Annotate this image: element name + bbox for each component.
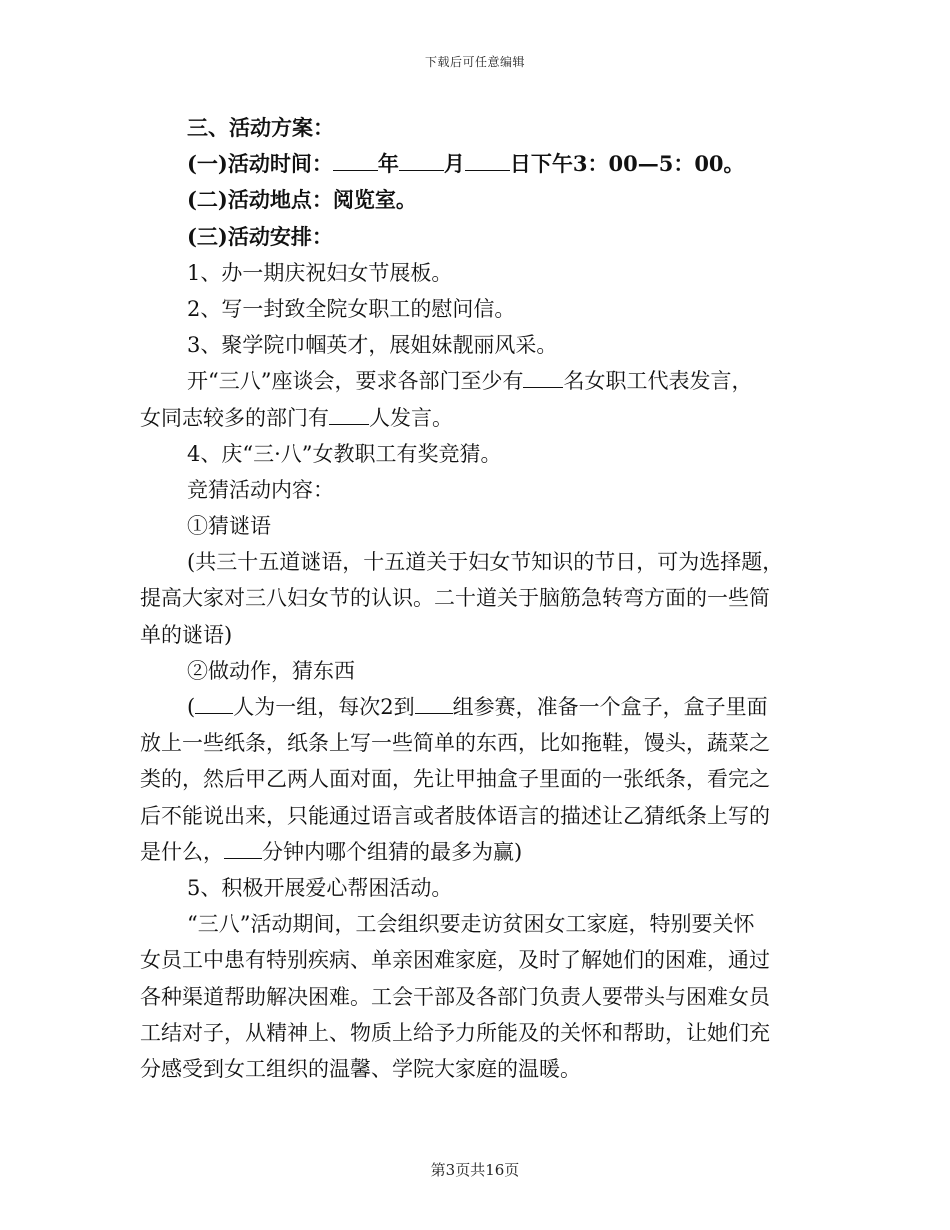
- day-blank: [465, 146, 510, 171]
- list-item-3: 3、聚学院巾帼英才，展姐妹靓丽风采。: [187, 333, 558, 358]
- group-size-blank: [195, 689, 233, 714]
- action-game-title: ②做动作，猜东西: [187, 658, 355, 683]
- riddle-desc-line-3: 单的谜语): [140, 622, 233, 647]
- action-text-b: 人为一组，每次2到: [233, 695, 415, 719]
- year-label: 年: [377, 151, 399, 177]
- symposium-text-b: 名女职工代表发言，: [563, 369, 753, 394]
- header-note: 下载后可任意编辑: [424, 55, 525, 69]
- riddle-desc-line-1: (共三十五道谜语，十五道关于妇女节知识的节日，可为选择题，: [187, 550, 784, 575]
- care-paragraph-line-2: 女员工中患有特别疾病、单亲困难家庭，及时了解她们的困难，通过: [140, 948, 770, 973]
- action-desc-line-3: 类的，然后甲乙两人面对面，先让甲抽盒子里面的一张纸条，看完之: [140, 767, 770, 792]
- action-text-e: 分钟内哪个组猜的最多为赢): [262, 839, 523, 864]
- page-number: 第3页共16页: [430, 1161, 520, 1179]
- month-blank: [399, 146, 444, 171]
- activity-arrangement-heading: (三)活动安排：: [187, 223, 333, 249]
- care-paragraph-line-4: 工结对子，从精神上、物质上给予力所能及的关怀和帮助，让她们充: [140, 1020, 770, 1045]
- action-text-c: 组参赛，准备一个盒子，盒子里面: [452, 695, 768, 719]
- action-text-a: (: [187, 695, 196, 719]
- representative-count-blank: [523, 363, 563, 388]
- care-paragraph-line-1: “三八”活动期间，工会组织要走访贫困女工家庭，特别要关怀: [187, 912, 755, 937]
- document-body: [140, 110, 810, 1087]
- action-desc-line-4: 后不能说出来，只能通过语言或者肢体语言的描述让乙猜纸条上写的: [140, 803, 770, 828]
- care-paragraph-line-5: 分感受到女工组织的温馨、学院大家庭的温暖。: [140, 1056, 581, 1081]
- minutes-blank: [224, 834, 262, 859]
- contest-title: 竞猜活动内容：: [187, 477, 334, 502]
- list-item-1: 1、办一期庆祝妇女节展板。: [187, 260, 453, 285]
- symposium-text-a: 开“三八”座谈会，要求各部门至少有: [187, 369, 524, 394]
- riddle-desc-line-2: 提高大家对三八妇女节的认识。二十道关于脑筋急转弯方面的一些简: [140, 586, 770, 611]
- symposium-line-2: [140, 400, 810, 436]
- action-desc-line-5: [140, 834, 810, 870]
- action-text-d: 是什么，: [140, 839, 224, 864]
- action-desc-line-1: [140, 689, 810, 725]
- activity-time-label: (一)活动时间：: [187, 151, 333, 177]
- speaker-count-blank: [329, 400, 369, 425]
- list-item-4: 4、庆“三·八”女教职工有奖竞猜。: [187, 441, 502, 466]
- symposium-text-c: 女同志较多的部门有: [140, 405, 329, 430]
- riddle-title: ①猜谜语: [187, 514, 271, 539]
- symposium-line-1: [140, 363, 810, 399]
- care-paragraph-line-3: 各种渠道帮助解决困难。工会干部及各部门负责人要带头与困难女员: [140, 984, 770, 1009]
- symposium-text-d: 人发言。: [369, 405, 453, 430]
- activity-place-line: (二)活动地点：阅览室。: [187, 187, 417, 213]
- activity-time-line: [140, 146, 810, 182]
- year-blank: [333, 146, 378, 171]
- action-desc-line-2: 放上一些纸条，纸条上写一些简单的东西，比如拖鞋，馒头，蔬菜之: [140, 731, 770, 756]
- time-detail: 日下午3：00—5：00。: [509, 151, 745, 177]
- month-label: 月: [443, 151, 465, 177]
- list-item-2: 2、写一封致全院女职工的慰问信。: [187, 296, 516, 321]
- list-item-5: 5、积极开展爱心帮困活动。: [187, 875, 453, 900]
- group-count-blank: [415, 689, 453, 714]
- section-heading-plan: 三、活动方案：: [187, 115, 334, 140]
